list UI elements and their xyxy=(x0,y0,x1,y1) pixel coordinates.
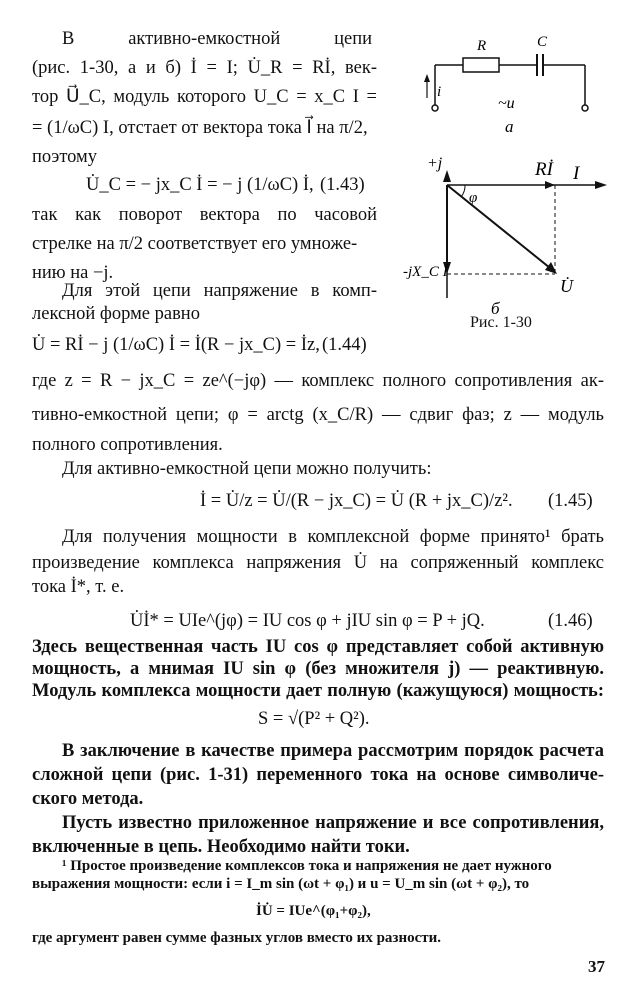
label-u: ~u xyxy=(498,95,515,112)
equation-1-45: İ = U̇/z = U̇/(R − jx_C) = U̇ (R + jx_C)/z². xyxy=(200,491,513,511)
equation-number: (1.46) xyxy=(548,611,593,631)
text-line: стрелке на π/2 соответствует его умноже- xyxy=(32,234,358,254)
label-phi: φ xyxy=(469,190,478,206)
equation-1-43: U̇_C = − jx_C İ = − j (1/ωC) İ, xyxy=(86,175,314,195)
equation-1-46: U̇İ* = UIe^(jφ) = IU cos φ + jIU sin φ = P + jQ. xyxy=(130,611,485,631)
page-number: 37 xyxy=(588,957,605,976)
label-b: б xyxy=(491,299,500,318)
label-U: U̇ xyxy=(560,276,573,296)
text-line: тока İ*, т. е. xyxy=(32,577,125,597)
text-line: Для получения мощности в комплексной форме принято¹ брать xyxy=(62,527,604,547)
label-R: R xyxy=(477,38,487,54)
label-plus-j: +j xyxy=(427,155,443,172)
label-jXcI: -jX_C İ xyxy=(403,264,448,280)
text-line: В активно-емкостной цепи xyxy=(62,29,372,49)
equation-number: (1.43) xyxy=(320,175,365,195)
text-line: Здесь вещественная часть IU cos φ представляет собой активную xyxy=(32,637,604,657)
text-line: включенные в цепь. Необходимо найти токи. xyxy=(32,837,410,857)
footnote-line: ¹ Простое произведение комплексов тока и напряжения не дает нужного xyxy=(62,858,552,874)
text-line: нию на −j. xyxy=(32,263,114,283)
text-line: Для активно-емкостной цепи можно получить: xyxy=(62,459,432,479)
figure-caption: Рис. 1-30 xyxy=(470,314,532,331)
footnote-line: выражения мощности: если i = I_m sin (ωt + φ₁) и u = U_m sin (ωt + φ₂), то xyxy=(32,876,530,892)
text-line: = (1/ωC) I, отстает от вектора тока I⃗ на π/2, xyxy=(32,118,368,138)
text-line: произведение комплекса напряжения U̇ на сопряженный комплекс xyxy=(32,553,604,573)
text-line: полного сопротивления. xyxy=(32,435,223,455)
text-line: где z = R − jx_C = ze^(−jφ) — комплекс полного сопротивления ак- xyxy=(32,371,604,391)
text-line: мощность, а мнимая IU sin φ (без множителя j) — реактивную. xyxy=(32,659,604,679)
label-I: I xyxy=(573,163,580,184)
equation-number: (1.45) xyxy=(548,491,593,511)
label-C: C xyxy=(537,34,548,50)
text-line: так как поворот вектора по часовой xyxy=(32,205,377,225)
footnote-equation: İU̇ = IUe^(φ₁+φ₂), xyxy=(256,903,371,919)
label-a: а xyxy=(505,117,514,136)
circuit-diagram xyxy=(395,30,625,350)
equation-S: S = √(P² + Q²). xyxy=(258,709,370,729)
text-line: лексной форме равно xyxy=(32,304,200,324)
text-line: (рис. 1-30, а и б) İ = I; U̇_R = Rİ, век- xyxy=(32,58,377,78)
equation-number: (1.44) xyxy=(322,335,367,355)
text-line: Модуль комплекса мощности дает полную (кажущуюся) мощность: xyxy=(32,681,604,701)
text-line: поэтому xyxy=(32,147,98,167)
equation-1-44: U̇ = Rİ − j (1/ωC) İ = İ(R − jx_C) = İz, xyxy=(32,335,320,355)
label-RI: Rİ xyxy=(535,159,553,180)
text-line: тор U⃗_C, модуль которого U_C = x_C I = xyxy=(32,87,377,107)
text-line: В заключение в качестве примера рассмотрим порядок расчета xyxy=(62,741,604,761)
text-line: ского метода. xyxy=(32,789,144,809)
text-line: тивно-емкостной цепи; φ = arctg (x_C/R) — сдвиг фаз; z — модуль xyxy=(32,405,604,425)
figure-1-30 xyxy=(395,30,625,350)
text-line: сложной цепи (рис. 1-31) переменного тока на основе символиче- xyxy=(32,765,604,785)
footnote-line: где аргумент равен сумме фазных углов вместо их разности. xyxy=(32,930,442,946)
label-i: i xyxy=(437,84,442,100)
text-line: Пусть известно приложенное напряжение и все сопротивления, xyxy=(62,813,604,833)
text-line: Для этой цепи напряжение в комп- xyxy=(62,281,377,301)
